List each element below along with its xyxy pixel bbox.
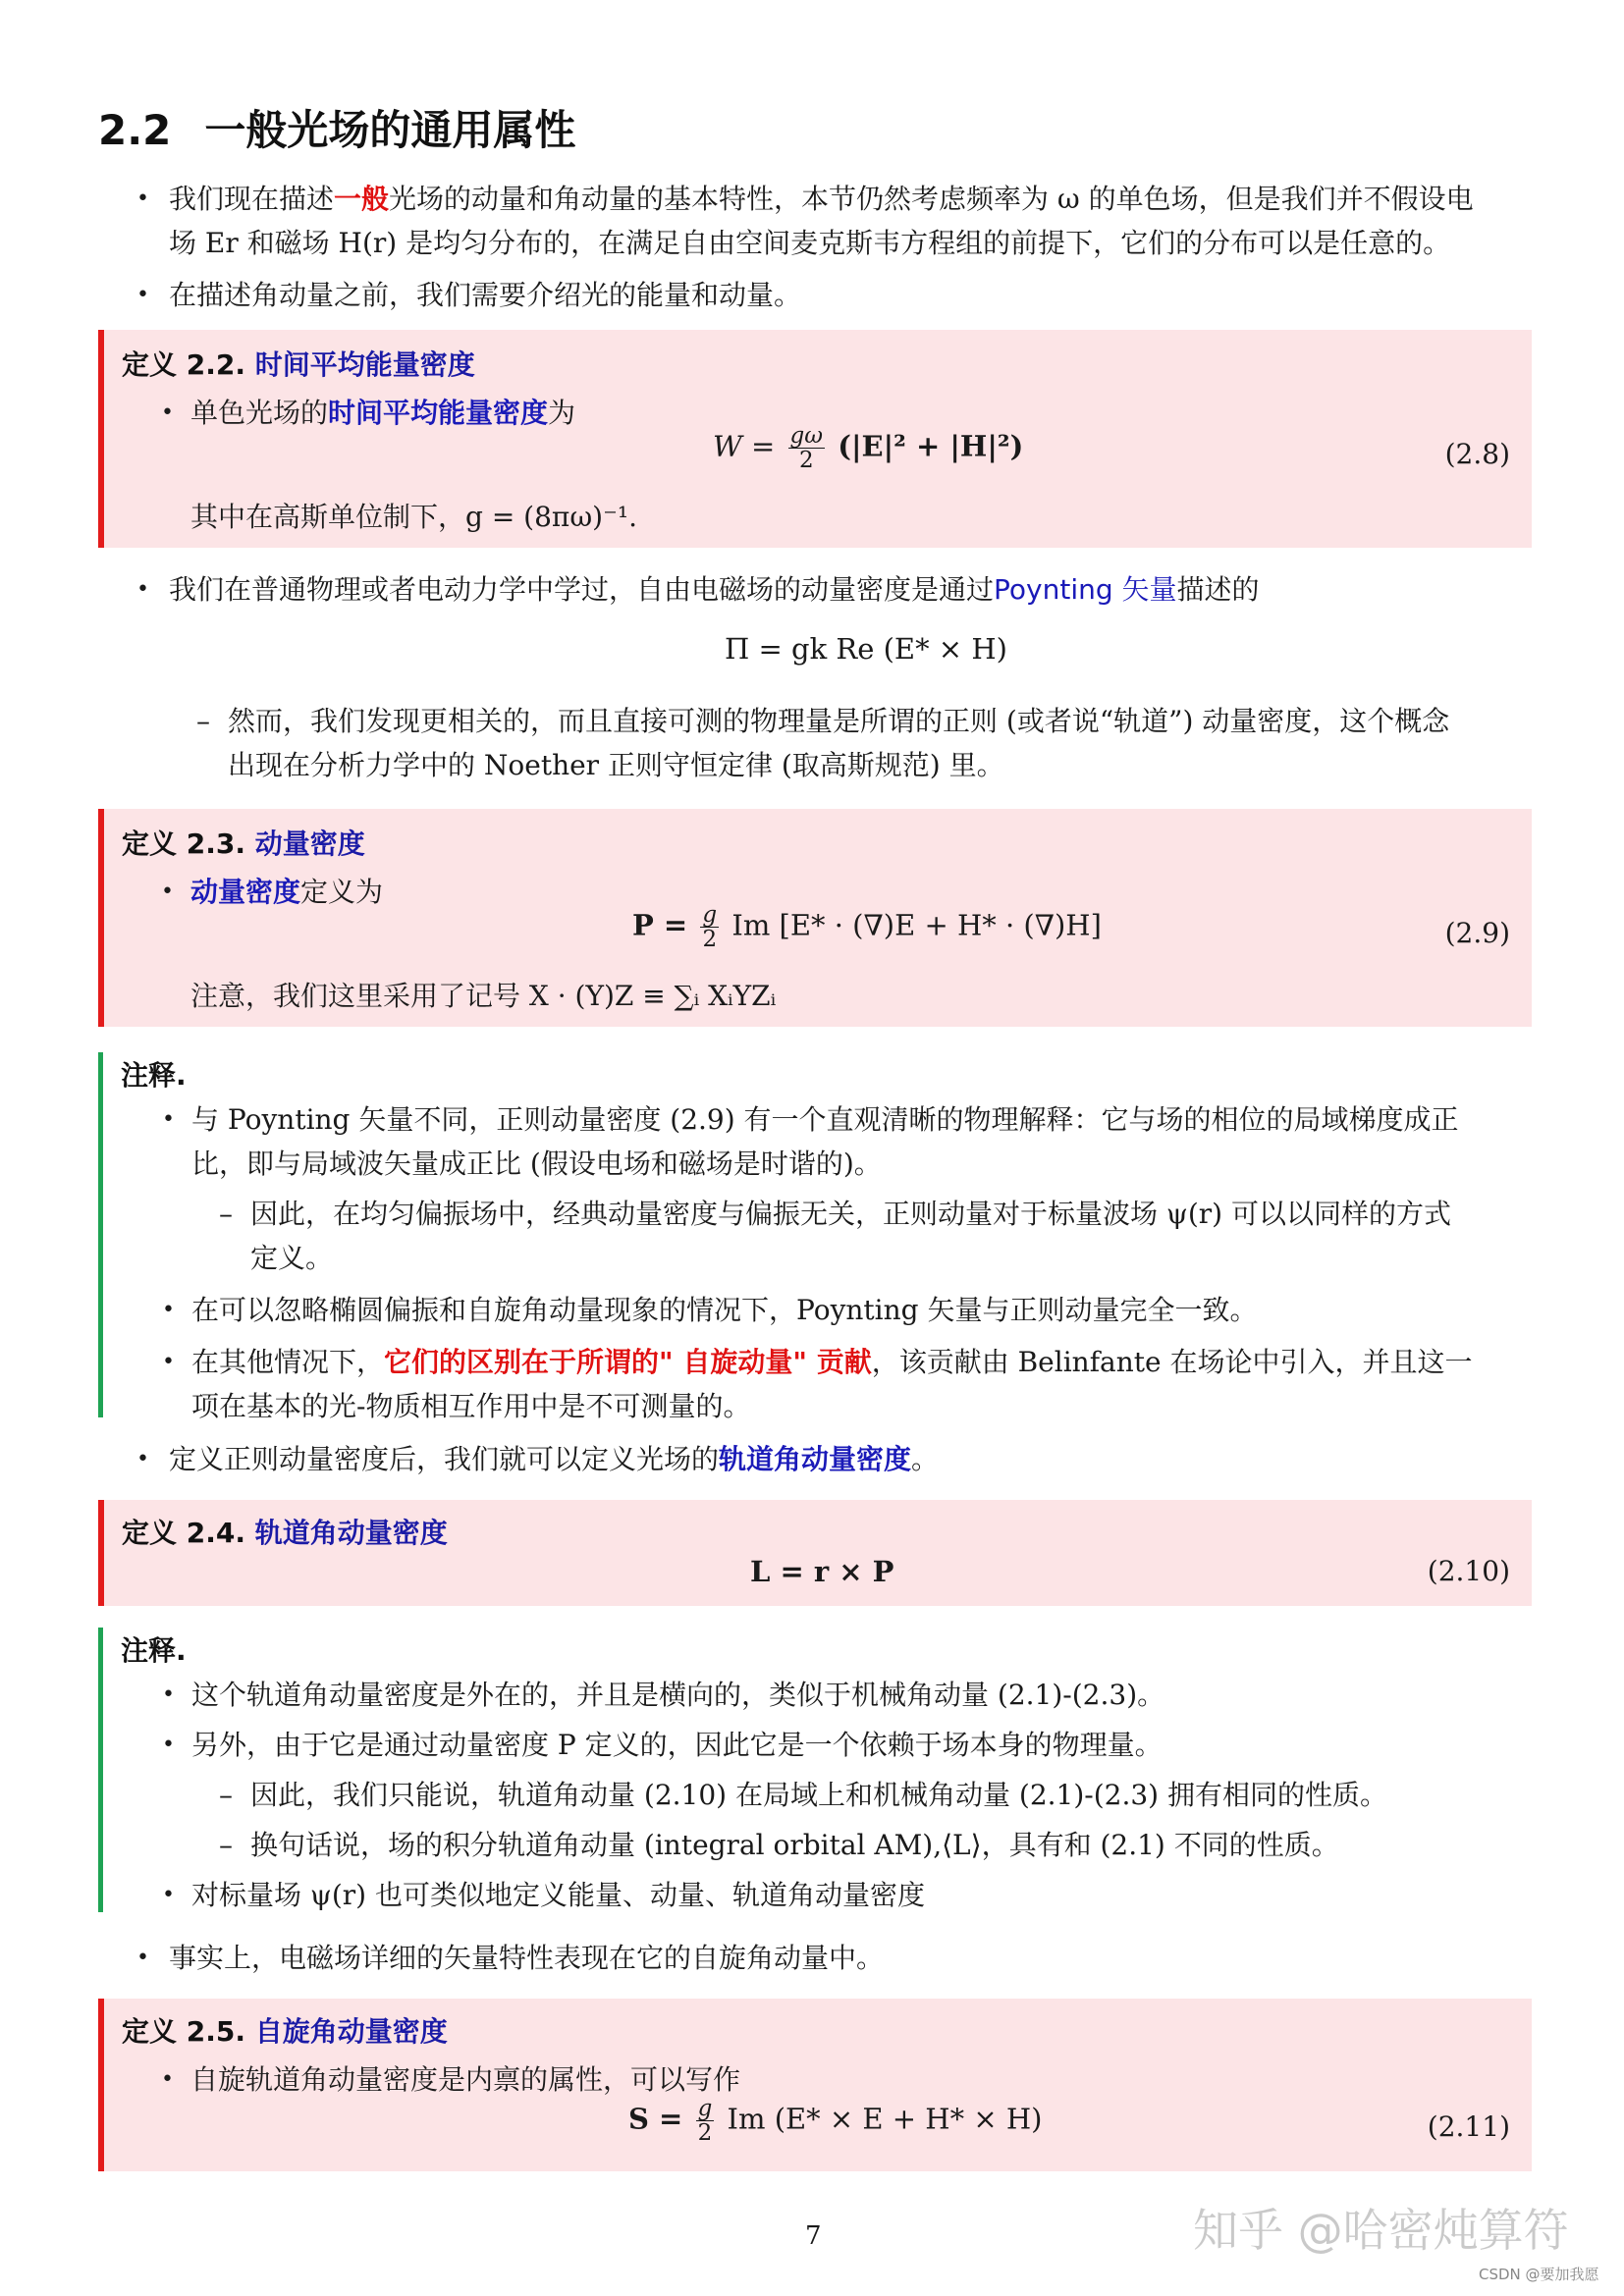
definition-box-2-4 <box>98 1500 1532 1606</box>
note-list <box>162 1673 1497 1917</box>
list-item: • 与 Poynting 矢量不同，正则动量密度 (2.9) 有一个直观清晰的物理解释：它与场的相位的局域梯度成正 比，即与局域波矢量成正比 (假设电场和磁场是时谐的)。 <box>191 1097 1497 1186</box>
list-item: • 事实上，电磁场详细的矢量特性表现在它的自旋角动量中。 <box>169 1936 1534 1980</box>
equation-number: (2.9) <box>1444 917 1510 949</box>
bullet-icon: • <box>136 577 149 602</box>
definition-heading: 定义 2.3. 动量密度 <box>122 828 365 860</box>
note-list <box>162 1097 1497 1428</box>
equation-2-8: W = $\frac{g\omega}{2}$ (|E|² + |H|²) <box>713 423 1024 473</box>
dash-icon: – <box>219 1829 233 1861</box>
note-box-1 <box>98 1052 1532 1422</box>
section-number: 2.2 <box>98 106 172 154</box>
dash-icon: – <box>196 705 210 737</box>
equation-2-11: S = $\frac{g}{2}$ Im (E* × E + H* × H) <box>628 2096 1043 2146</box>
bullet-icon: • <box>162 1350 175 1374</box>
fraction: $\frac{g}{2}$ <box>702 902 718 952</box>
equation-number: (2.11) <box>1427 2110 1510 2143</box>
definition-box-2-5 <box>98 1999 1532 2171</box>
poynting-sub <box>0 699 1624 787</box>
bullet-icon: • <box>136 283 149 307</box>
bullet-icon: • <box>162 1107 175 1132</box>
list-item: • 动量密度定义为 <box>190 870 1467 914</box>
orbital-intro <box>0 1437 1624 1481</box>
equation-number: (2.8) <box>1444 438 1510 470</box>
bullet-icon: • <box>161 2067 174 2092</box>
section-heading <box>98 98 575 157</box>
poynting-equation: Π = gk Re (E* × H) <box>725 632 1007 666</box>
definition-heading: 定义 2.2. 时间平均能量密度 <box>122 348 475 381</box>
bullet-icon: • <box>162 1298 175 1322</box>
definition-heading: 定义 2.4. 轨道角动量密度 <box>122 1517 448 1549</box>
watermark: 知乎 @哈密炖算符 <box>1193 2204 1569 2257</box>
definition-note: 其中在高斯单位制下，g = (8πω)⁻¹. <box>190 501 637 533</box>
definition-box-2-2 <box>98 330 1532 548</box>
dash-icon: – <box>219 1198 233 1230</box>
equation-number: (2.10) <box>1427 1555 1510 1587</box>
poynting-section <box>0 567 1624 612</box>
list-item: • 另外，由于它是通过动量密度 P 定义的，因此它是一个依赖于场本身的物理量。 <box>191 1723 1497 1767</box>
note-box-2 <box>98 1628 1532 1912</box>
bullet-icon: • <box>162 1733 175 1757</box>
bullet-icon: • <box>136 1447 149 1471</box>
list-item: • 这个轨道角动量密度是外在的，并且是横向的，类似于机械角动量 (2.1)-(2.3)。 <box>191 1673 1497 1717</box>
sub-list-item: – 因此，在均匀偏振场中，经典动量密度与偏振无关，正则动量对于标量波场 ψ(r) 可以以同样的方式 定义。 <box>250 1192 1497 1280</box>
fraction: $\frac{g\omega}{2}$ <box>789 423 824 473</box>
fraction: $\frac{g}{2}$ <box>697 2096 713 2146</box>
sub-list-item: – 因此，我们只能说，轨道角动量 (2.10) 在局域上和机械角动量 (2.1)-(2.3) 拥有相同的性质。 <box>250 1773 1497 1817</box>
definition-box-2-3 <box>98 809 1532 1027</box>
list-item: • 自旋轨道角动量密度是内禀的属性，可以写作 <box>190 2057 1467 2102</box>
definition-heading: 定义 2.5. 自旋角动量密度 <box>122 2015 448 2048</box>
list-item: • 定义正则动量密度后，我们就可以定义光场的轨道角动量密度。 <box>169 1437 1534 1481</box>
bullet-icon: • <box>162 1682 175 1707</box>
section-title: 一般光场的通用属性 <box>204 106 576 154</box>
note-heading: 注释. <box>121 1634 187 1667</box>
definition-note: 注意，我们这里采用了记号 X · (Y)Z ≡ ∑ᵢ XᵢYZᵢ <box>190 980 777 1012</box>
sub-list-item: – 换句话说，场的积分轨道角动量 (integral orbital AM),⟨L⟩，具有和 (2.1) 不同的性质。 <box>250 1823 1497 1867</box>
source-credit: CSDN @要加我愿 <box>1479 2266 1599 2283</box>
bullet-icon: • <box>136 1946 149 1970</box>
note-heading: 注释. <box>121 1059 187 1092</box>
equation-2-9: P = $\frac{g}{2}$ Im [E* · (∇)E + H* · (∇)H] <box>632 902 1102 952</box>
bullet-icon: • <box>161 400 174 425</box>
dash-icon: – <box>219 1779 233 1811</box>
bullet-icon: • <box>162 1883 175 1907</box>
list-item: • 在可以忽略椭圆偏振和自旋角动量现象的情况下，Poynting 矢量与正则动量完全一致。 <box>191 1288 1497 1332</box>
bullet-icon: • <box>161 880 174 904</box>
list-item: • 在描述角动量之前，我们需要介绍光的能量和动量。 <box>169 273 1534 317</box>
list-item: • 单色光场的时间平均能量密度为 <box>190 391 1467 435</box>
intro-list <box>0 177 1624 317</box>
equation-2-10: L = r × P <box>750 1555 894 1588</box>
spin-intro <box>0 1936 1624 1980</box>
page-number: 7 <box>805 2221 822 2251</box>
sub-list-item: – 然而，我们发现更相关的，而且直接可测的物理量是所谓的正则 (或者说“轨道”) 动量密度，这个概念 出现在分析力学中的 Noether 正则守恒定律 (取高斯规范) 里。 <box>228 699 1534 787</box>
list-item: • 对标量场 ψ(r) 也可类似地定义能量、动量、轨道角动量密度 <box>191 1873 1497 1917</box>
list-item: • 在其他情况下，它们的区别在于所谓的" 自旋动量" 贡献，该贡献由 Belinfante 在场论中引入，并且这一 项在基本的光-物质相互作用中是不可测量的。 <box>191 1340 1497 1428</box>
list-item: • 我们在普通物理或者电动力学中学过，自由电磁场的动量密度是通过Poynting 矢量描述的 <box>169 567 1534 612</box>
list-item: • 我们现在描述一般光场的动量和角动量的基本特性，本节仍然考虑频率为 ω 的单色场，但是我们并不假设电 场 Er 和磁场 H(r) 是均匀分布的，在满足自由空间麦克斯韦方程组的前提下，它们的分布可以是任意的。 <box>169 177 1534 265</box>
bullet-icon: • <box>136 187 149 211</box>
